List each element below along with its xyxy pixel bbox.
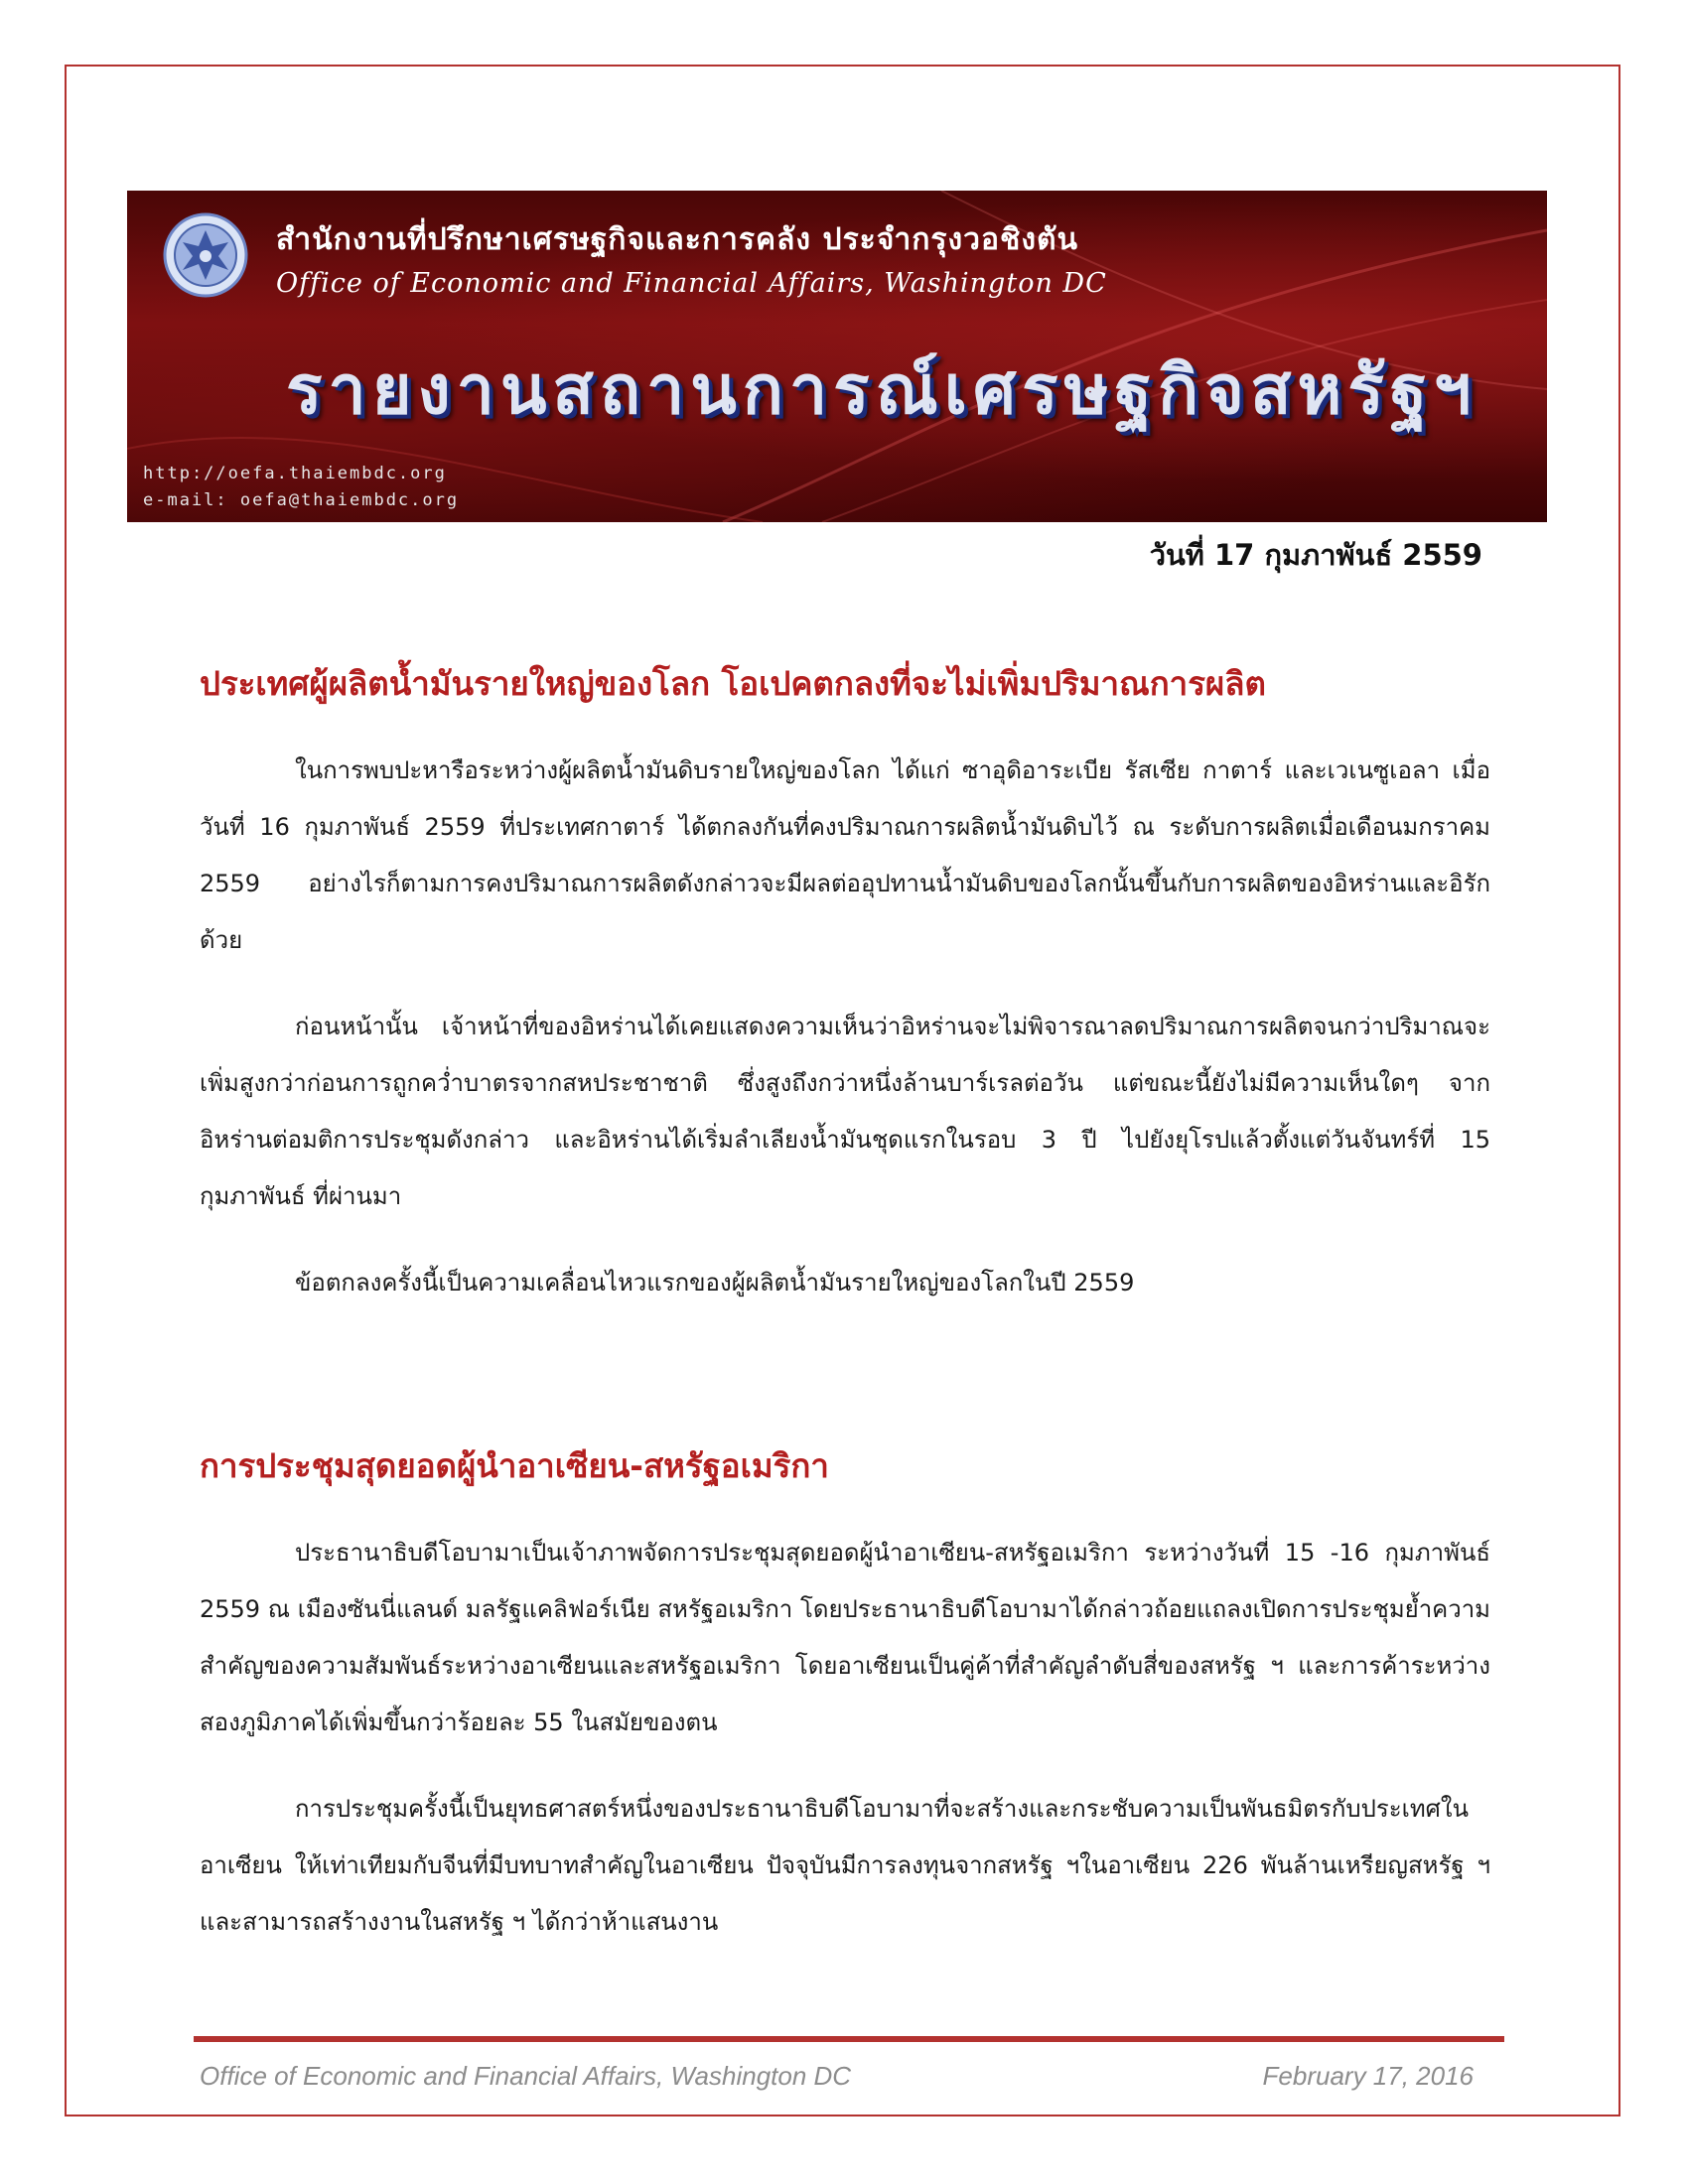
- contact-email[interactable]: e-mail: oefa@thaiembdc.org: [143, 490, 460, 510]
- office-name-thai: สำนักงานที่ปรึกษาเศรษฐกิจและการคลัง ประจำกรุงวอชิงตัน: [276, 222, 1079, 257]
- paragraph: ในการพบปะหารือระหว่างผู้ผลิตน้ำมันดิบรายใหญ่ของโลก ได้แก่ ซาอุดิอาระเบีย รัสเซีย กาตาร์ และเวเนซูเอลา เมื่อวันที่ 16 กุมภาพันธ์ 2559 ที่ประเทศกาตาร์ ได้ตกลงกันที่คงปริมาณการผลิตน้ำมันดิบไว้ ณ ระดับการผลิตเมื่อเดือนมกราคม 2559 อย่างไรก็ตามการคงปริมาณการผลิตดังกล่าวจะมีผลต่ออุปทานน้ำมันดิบของโลกนั้นขึ้นกับการผลิตของอิหร่านและอิรักด้วย: [200, 756, 1490, 954]
- section-heading-opec: ประเทศผู้ผลิตน้ำมันรายใหญ่ของโลก โอเปคตกลงที่จะไม่เพิ่มปริมาณการผลิต: [200, 664, 1266, 703]
- office-name-english: Office of Economic and Financial Affairs, Washington DC: [276, 268, 1107, 299]
- website-url[interactable]: http://oefa.thaiembdc.org: [143, 464, 447, 483]
- paragraph: ข้อตกลงครั้งนี้เป็นความเคลื่อนไหวแรกของผู้ผลิตน้ำมันรายใหญ่ของโลกในปี 2559: [295, 1269, 1135, 1297]
- report-title: รายงานสถานการณ์เศรษฐกิจสหรัฐฯ: [286, 351, 1477, 430]
- header-banner: [127, 191, 1547, 522]
- report-date: วันที่ 17 กุมภาพันธ์ 2559: [1149, 538, 1482, 572]
- paragraph: ก่อนหน้านั้น เจ้าหน้าที่ของอิหร่านได้เคยแสดงความเห็นว่าอิหร่านจะไม่พิจารณาลดปริมาณการผลิตจนกว่าปริมาณจะเพิ่มสูงกว่าก่อนการถูกคว่ำบาตรจากสหประชาชาติ ซึ่งสูงถึงกว่าหนึ่งล้านบาร์เรลต่อวัน แต่ขณะนี้ยังไม่มีความเห็นใดๆ จากอิหร่านต่อมติการประชุมดังกล่าว และอิหร่านได้เริ่มลำเลียงน้ำมันชุดแรกในรอบ 3 ปี ไปยังยุโรปแล้วตั้งแต่วันจันทร์ที่ 15 กุมภาพันธ์ ที่ผ่านมา: [200, 1013, 1490, 1210]
- footer-office-name: Office of Economic and Financial Affairs, Washington DC: [200, 2061, 852, 2091]
- footer-rule: [194, 2036, 1504, 2042]
- paragraph: ประธานาธิบดีโอบามาเป็นเจ้าภาพจัดการประชุมสุดยอดผู้นำอาเซียน-สหรัฐอเมริกา ระหว่างวันที่ 15 -16 กุมภาพันธ์ 2559 ณ เมืองซันนี่แลนด์ มลรัฐแคลิฟอร์เนีย สหรัฐอเมริกา โดยประธานาธิบดีโอบามาได้กล่าวถ้อยแถลงเปิดการประชุมย้ำความสำคัญของความสัมพันธ์ระหว่างอาเซียนและสหรัฐอเมริกา โดยอาเซียนเป็นคู่ค้าที่สำคัญลำดับสี่ของสหรัฐ ฯ และการค้าระหว่างสองภูมิภาคได้เพิ่มขึ้นกว่าร้อยละ 55 ในสมัยของตน: [200, 1539, 1490, 1736]
- garuda-seal-icon: [163, 212, 248, 298]
- paragraph: การประชุมครั้งนี้เป็นยุทธศาสตร์หนึ่งของประธานาธิบดีโอบามาที่จะสร้างและกระชับความเป็นพันธมิตรกับประเทศในอาเซียน ให้เท่าเทียมกับจีนที่มีบทบาทสำคัญในอาเซียน ปัจจุบันมีการลงทุนจากสหรัฐ ฯในอาเซียน 226 พันล้านเหรียญสหรัฐ ฯ และสามารถสร้างงานในสหรัฐ ฯ ได้กว่าห้าแสนงาน: [200, 1795, 1490, 1936]
- footer-date: February 17, 2016: [1262, 2061, 1474, 2091]
- section-heading-asean-summit: การประชุมสุดยอดผู้นำอาเซียน-สหรัฐอเมริกา: [200, 1446, 829, 1485]
